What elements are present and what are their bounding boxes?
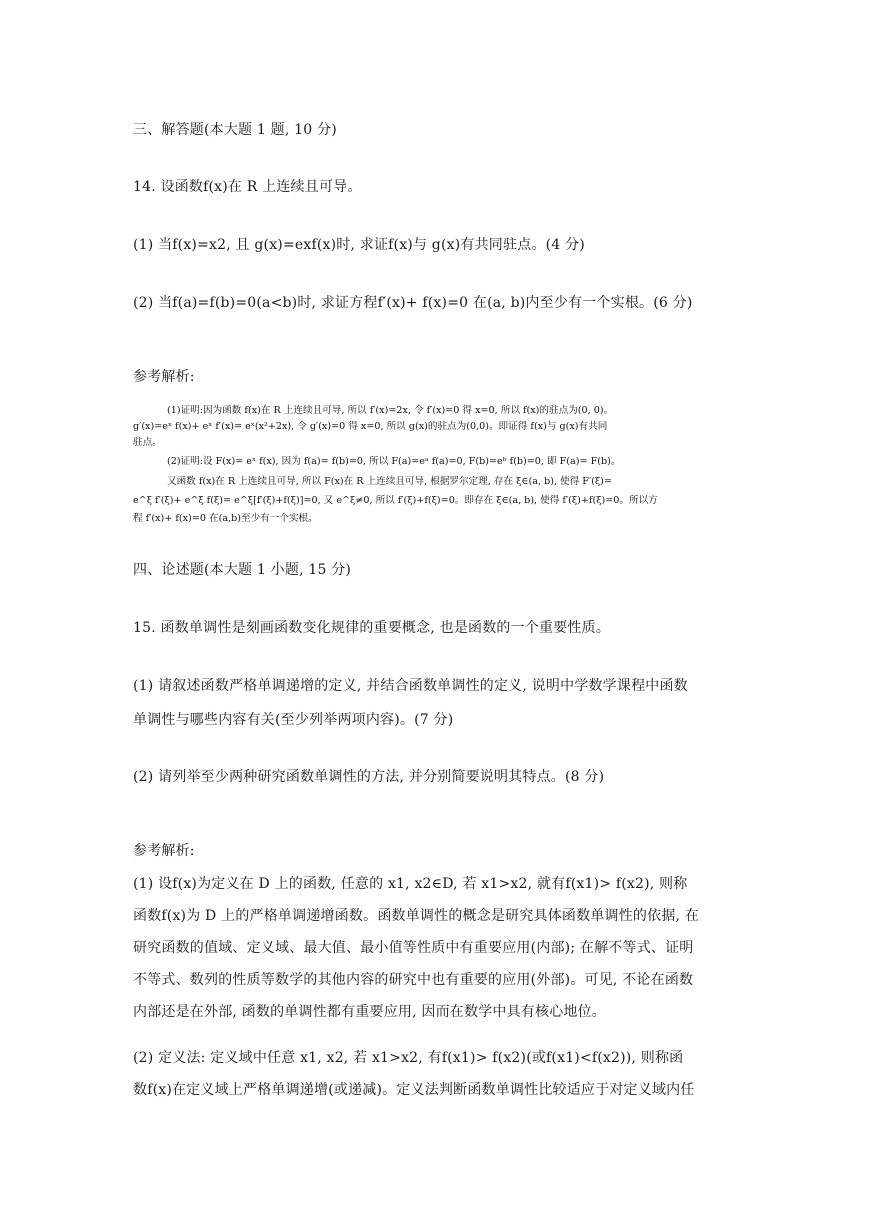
ref-image-line: (2)证明:设 F(x)= eˣ f(x), 因为 f(a)= f(b)=0, 所以 F(a)=eᵃ f(a)=0, F(b)=eᵇ f(b)=0, 即 F(a)= F(b)。 [167, 456, 621, 467]
ref-image-line: (1)证明:因为函数 f(x)在 R 上连续且可导, 所以 f′(x)=2x, 令 f′(x)=0 得 x=0, 所以 f(x)的驻点为(0, 0)。 [167, 405, 614, 416]
section-4-heading: 四、论述题(本大题 1 小题, 15 分) [133, 562, 352, 578]
question-14-stem: 14. 设函数f(x)在 R 上连续且可导。 [133, 179, 362, 195]
question-15-stem: 15. 函数单调性是刻画函数变化规律的重要概念, 也是函数的一个重要性质。 [133, 620, 611, 636]
answer-2-line: 数f(x)在定义域上严格单调递增(或递减)。定义法判断函数单调性比较适应于对定义域内任 [133, 1082, 695, 1098]
reference-answer-label: 参考解析: [133, 369, 195, 385]
question-15-part-1-line-1: (1) 请叙述函数严格单调递增的定义, 并结合函数单调性的定义, 说明中学数学课程中函数 [133, 678, 688, 694]
question-15-part-2: (2) 请列举至少两种研究函数单调性的方法, 并分别简要说明其特点。(8 分) [133, 769, 605, 785]
ref-image-line: 驻点。 [133, 437, 162, 448]
reference-answer-label: 参考解析: [133, 843, 195, 859]
question-15-part-1-line-2: 单调性与哪些内容有关(至少列举两项内容)。(7 分) [133, 712, 454, 728]
section-3-heading: 三、解答题(本大题 1 题, 10 分) [133, 122, 337, 138]
ref-image-line: g′(x)=eˣ f(x)+ eˣ f′(x)= eˣ(x²+2x), 令 g′(x)=0 得 x=0, 所以 g(x)的驻点为(0,0)。即证得 f(x)与 g(x)有共同 [133, 421, 608, 432]
question-14-part-2: (2) 当f(a)=f(b)=0(a<b)时, 求证方程f′(x)+ f(x)=0 在(a, b)内至少有一个实根。(6 分) [133, 295, 693, 311]
answer-2-line: (2) 定义法: 定义域中任意 x1, x2, 若 x1>x2, 有f(x1)> f(x2)(或f(x1)<f(x2)), 则称函 [133, 1050, 684, 1066]
answer-1-line: 不等式、数列的性质等数学的其他内容的研究中也有重要的应用(外部)。可见, 不论在函数 [133, 972, 694, 988]
ref-image-line: 程 f′(x)+ f(x)=0 在(a,b)至少有一个实根。 [133, 513, 318, 524]
answer-1-line: 研究函数的值域、定义域、最大值、最小值等性质中有重要应用(内部); 在解不等式、证明 [133, 940, 694, 956]
answer-1-line: 内部还是在外部, 函数的单调性都有重要应用, 因而在数学中具有核心地位。 [133, 1004, 606, 1020]
question-14-part-1: (1) 当f(x)=x2, 且 g(x)=exf(x)时, 求证f(x)与 g(x)有共同驻点。(4 分) [133, 237, 585, 253]
answer-1-line: (1) 设f(x)为定义在 D 上的函数, 任意的 x1, x2∈D, 若 x1>x2, 就有f(x1)> f(x2), 则称 [133, 876, 688, 892]
ref-image-line: e^ξ f′(ξ)+ e^ξ f(ξ)= e^ξ[f′(ξ)+f(ξ)]=0, 又 e^ξ≠0, 所以 f′(ξ)+f(ξ)=0。即存在 ξ∈(a, b), 使得 f′(ξ)+f(ξ)=0。所以方 [133, 495, 658, 506]
reference-answer-image [133, 400, 708, 530]
ref-image-line: 又函数 f(x)在 R 上连续且可导, 所以 F(x)在 R 上连续且可导, 根据罗尔定理, 存在 ξ∈(a, b), 使得 F′(ξ)= [167, 476, 612, 487]
answer-1-line: 函数f(x)为 D 上的严格单调递增函数。函数单调性的概念是研究具体函数单调性的依据, 在 [133, 908, 700, 924]
